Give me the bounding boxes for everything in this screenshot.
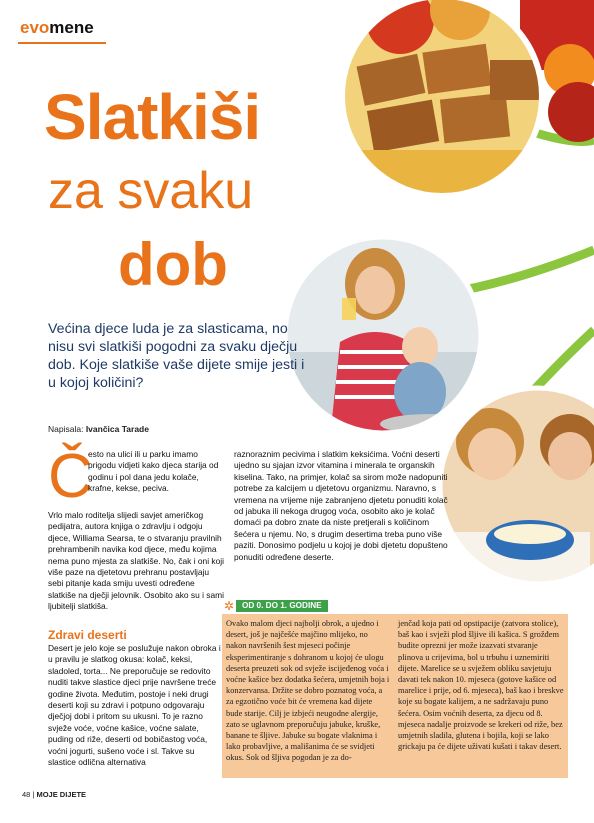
title-line-2: za svaku	[48, 162, 254, 220]
section-underline	[18, 42, 106, 44]
section-label	[20, 18, 94, 38]
page-folio: 48 | MOJE DIJETE	[22, 790, 87, 799]
byline-author: Ivančica Tarade	[85, 424, 149, 434]
box-label: OD 0. DO 1. GODINE	[236, 600, 328, 612]
box-heading	[222, 600, 568, 612]
title-line-3: dob	[118, 231, 228, 298]
page-number: 48	[22, 790, 31, 799]
section-label-evo: evo	[20, 18, 50, 37]
drop-cap: Č	[48, 442, 93, 511]
flower-icon: ✲	[224, 599, 235, 613]
body-intro: esto na ulici ili u parku imamo prigodu vidjeti kako djeca starija od godinu i pol dana jedu kolače, krafne, kekse, peciva.	[88, 449, 219, 494]
magazine-name: MOJE DIJETE	[36, 790, 87, 799]
lead-paragraph: Većina djece luda je za slasticama, no nisu svi slatkiši pogodni za svaku dječju dob. Koje slatkiše vaše dijete smije jesti i u kojoj količini?	[48, 321, 305, 391]
body-paragraph-1: Vrlo malo roditelja slijedi savjet američkog pedijatra, autora knjiga o zdravlju i odgoju djece, Williama Searsa, te o stvaranju pravilnih prehrambenih navika kod djece, među kojima nema puno mjesta za slatkiše. No, čak i oni koji više paze na djetetovu prehranu postavljaju sebi pitanje kada smiju uvesti određene slatkiše na dječji jelovnik. Osobito ako su i sami ljubitelji slatkiša.	[48, 510, 224, 612]
body-column-2: raznoraznim pecivima i slatkim keksićima. Voćni deserti ujedno su sjajan izvor vitamina i minerala te organskih kiselina. Tako, na primjer, kolač sa sirom može nadopuniti potrebe za kalcijem u djetetovu organizmu. Naravno, s vremena na vrijeme nije zabranjeno djetetu ponuditi kolač od jabuka ili nekoga drugog voća, osobito ako je kolač domaći pa dobro znate da niste pretjerali s količinom šećera u njemu. No, s drugim desertima treba puno više paziti. Donosimo podjelu u kojoj je dobi djetetu dopušteno ponuditi određene deserte.	[234, 449, 448, 562]
body-paragraph-2: Desert je jelo koje se poslužuje nakon obroka i u pravilu je slatkog okusa: kolač, keksi, sladoled, torta... Ne preporučuje se redovito nuditi takve slastice djeci prije navršene treće godine života. Međutim, postoje i neki drugi deserti koji su zdravi i potpuno odgovaraju dječjoj dobi i pritom su ukusni. To je razno svježe voće, voćne kašice, voćne salate, puding od riže, deserti od bobičastog voća, voćni jogurti, sušeno voće i sl. Takve su slastice odlična alternativa	[48, 643, 221, 768]
box-column-1: Ovako malom djeci najbolji obrok, a ujedno i desert, još je najčešće majčino mlijeko, no nakon navršenih šest mjeseci počinje eksperimentiranje s dohranom u kojoj će ulogu deserta preuzeti sok od svježe iscijeđenog voća i voćne kašice bez dodatka šećera, umjetnih boja i konzervansa. Držite se dobro poznatog voća, a za egzotično voće bit će vremena kad dijete bude starije. Cilj je izbjeći neugodne alergije, zato se uglavnom preporučuju jabuke, kruške, banane te šljive. Jabuke su bogate vlaknima i lako probavljive, a mališanima će se svidjeti okus. Sok od šljiva pogodan je za do-	[226, 619, 390, 763]
subheading-zdravi-deserti: Zdravi deserti	[48, 628, 127, 642]
byline	[48, 424, 149, 434]
section-label-mene: mene	[49, 18, 94, 37]
byline-prefix: Napisala:	[48, 424, 84, 434]
box-column-2: jenčad koja pati od opstipacije (zatvora stolice), baš kao i svježi plod šljive ili kašica. S grožđem budite oprezni jer može izazvati stvaranje plinova u crijevima, bol u trbuhu i uznemiriti dijete. Marelice se u svježem obliku savjetuju davati tek nakon 10. mjeseca (gotove kašice od marelice i prije, od 6. mjeseca), baš kao i breskve koje su bogate kalijem, a ne sadržavaju puno šećera. Osim voćnih deserta, za djecu od 8. mjeseca nadalje proizvode se krekeri od riže, bez umjetnih sladila, glutena i bojila, koji se lako grickaju pa će dijete uživati kušati i takav desert.	[398, 619, 564, 752]
title-line-1: Slatkiši	[44, 81, 261, 153]
cake-bars-photo	[330, 0, 594, 200]
